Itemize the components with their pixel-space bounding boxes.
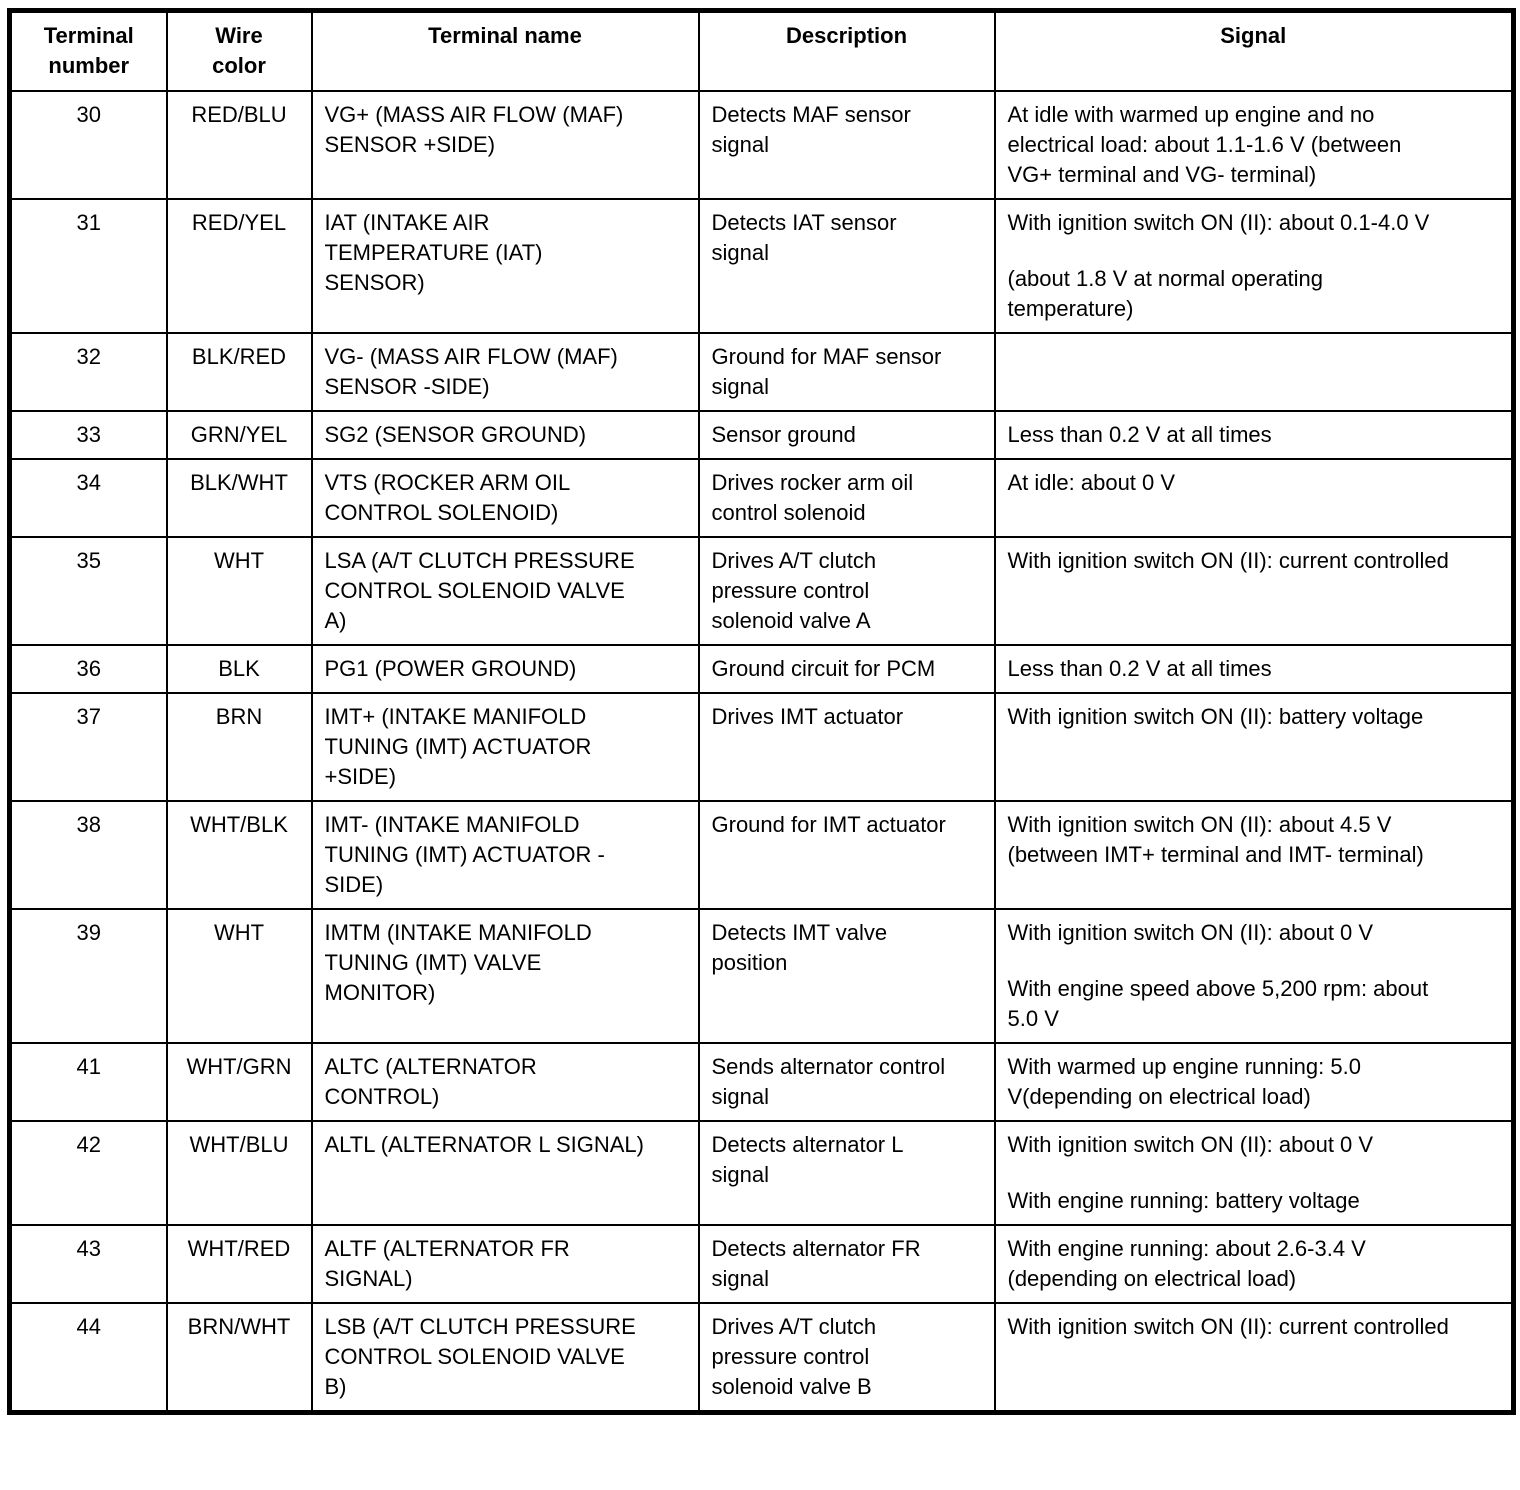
table-row-terminal-43 — [10, 1225, 1514, 1303]
cell-signal — [995, 693, 1514, 801]
cell-wire-color — [167, 1303, 312, 1413]
cell-terminal-name-text: ALTF (ALTERNATOR FR SIGNAL) — [324, 1235, 570, 1291]
cell-signal-text: With ignition switch ON (II): about 0.1-4.0 V — [1007, 209, 1430, 235]
cell-terminal-name — [312, 199, 699, 333]
cell-wire-color-text: WHT/GRN — [186, 1053, 292, 1079]
cell-description — [699, 693, 995, 801]
cell-terminal-number-text: 38 — [76, 811, 101, 837]
cell-description — [699, 909, 995, 1043]
cell-terminal-name — [312, 693, 699, 801]
cell-description — [699, 801, 995, 909]
cell-description-text: Drives IMT actuator — [711, 703, 904, 729]
table-row-terminal-41 — [10, 1043, 1514, 1121]
cell-wire-color-text: BRN — [215, 703, 263, 729]
cell-description — [699, 91, 995, 199]
cell-wire-color — [167, 333, 312, 411]
cell-wire-color — [167, 537, 312, 645]
cell-wire-color — [167, 693, 312, 801]
cell-signal — [995, 199, 1514, 333]
cell-terminal-name — [312, 91, 699, 199]
cell-terminal-name — [312, 801, 699, 909]
cell-wire-color — [167, 459, 312, 537]
cell-description-text: Drives rocker arm oil control solenoid — [711, 469, 914, 525]
cell-signal-text: Less than 0.2 V at all times — [1007, 655, 1272, 681]
header-line: Terminal — [43, 23, 134, 48]
cell-terminal-name-text: VTS (ROCKER ARM OIL CONTROL SOLENOID) — [324, 469, 570, 525]
cell-signal — [995, 645, 1514, 693]
cell-description — [699, 411, 995, 459]
cell-wire-color-text: WHT — [213, 547, 265, 573]
col-header-signal — [995, 11, 1514, 91]
cell-description-text: Sensor ground — [711, 421, 856, 447]
cell-signal — [995, 909, 1514, 1043]
cell-description-text: Detects alternator FR signal — [711, 1235, 921, 1291]
cell-wire-color-text: WHT/BLU — [189, 1131, 289, 1157]
cell-terminal-name-text: ALTC (ALTERNATOR CONTROL) — [324, 1053, 537, 1109]
col-header-terminal-number — [10, 11, 167, 91]
cell-terminal-name-text: LSB (A/T CLUTCH PRESSURE CONTROL SOLENOID VALVE B) — [324, 1313, 636, 1399]
cell-description — [699, 1043, 995, 1121]
table-row-terminal-42 — [10, 1121, 1514, 1225]
cell-terminal-number-text: 44 — [76, 1313, 101, 1339]
cell-terminal-name — [312, 1043, 699, 1121]
table-body — [10, 91, 1514, 1413]
cell-signal — [995, 459, 1514, 537]
header-line: Terminal name — [428, 23, 582, 48]
col-header-description — [699, 11, 995, 91]
cell-terminal-number-text: 41 — [76, 1053, 101, 1079]
cell-wire-color-text: RED/YEL — [191, 209, 287, 235]
cell-description — [699, 645, 995, 693]
cell-terminal-name — [312, 537, 699, 645]
cell-signal — [995, 91, 1514, 199]
cell-signal-text: With engine running: battery voltage — [1007, 1187, 1360, 1213]
cell-wire-color-text: BLK/WHT — [190, 469, 288, 495]
cell-signal — [995, 1225, 1514, 1303]
cell-terminal-number — [10, 909, 167, 1043]
cell-description — [699, 537, 995, 645]
cell-terminal-number — [10, 1043, 167, 1121]
table-row-terminal-33 — [10, 411, 1514, 459]
cell-signal — [995, 1121, 1514, 1225]
cell-terminal-number-text: 33 — [76, 421, 101, 447]
cell-terminal-name — [312, 1121, 699, 1225]
cell-signal-text: With ignition switch ON (II): battery voltage — [1007, 703, 1424, 729]
cell-terminal-number-text: 35 — [76, 547, 101, 573]
cell-wire-color-text: BLK — [218, 655, 260, 681]
cell-description-text: Ground for IMT actuator — [711, 811, 946, 837]
cell-terminal-number-text: 34 — [76, 469, 101, 495]
cell-wire-color-text: BRN/WHT — [187, 1313, 291, 1339]
cell-signal-text: At idle with warmed up engine and no electrical load: about 1.1-1.6 V (between VG+ terminal and VG- terminal) — [1007, 101, 1402, 187]
cell-terminal-number — [10, 91, 167, 199]
cell-terminal-number-text: 39 — [76, 919, 101, 945]
header-line: color — [212, 53, 266, 78]
cell-terminal-name-text: IMT- (INTAKE MANIFOLD TUNING (IMT) ACTUATOR -SIDE) — [324, 811, 605, 897]
header-line: Signal — [1220, 23, 1287, 48]
cell-signal-text: With ignition switch ON (II): about 4.5 V (between IMT+ terminal and IMT- terminal) — [1007, 811, 1424, 867]
cell-terminal-number — [10, 1121, 167, 1225]
cell-terminal-number — [10, 333, 167, 411]
cell-description — [699, 1225, 995, 1303]
cell-description-text: Detects MAF sensor signal — [711, 101, 911, 157]
table-row-terminal-30 — [10, 91, 1514, 199]
cell-terminal-number-text: 37 — [76, 703, 101, 729]
cell-wire-color-text: WHT — [213, 919, 265, 945]
cell-terminal-number-text: 43 — [76, 1235, 101, 1261]
cell-wire-color-text: GRN/YEL — [190, 421, 288, 447]
header-line: number — [48, 53, 130, 78]
table-header-row — [10, 11, 1514, 91]
cell-description-text: Detects IAT sensor signal — [711, 209, 897, 265]
cell-wire-color — [167, 91, 312, 199]
table-row-terminal-38 — [10, 801, 1514, 909]
cell-terminal-name-text: LSA (A/T CLUTCH PRESSURE CONTROL SOLENOID VALVE A) — [324, 547, 635, 633]
table-header — [10, 11, 1514, 91]
cell-signal-text: With ignition switch ON (II): about 0 V — [1007, 1131, 1374, 1157]
cell-terminal-name-text: VG+ (MASS AIR FLOW (MAF) SENSOR +SIDE) — [324, 101, 624, 157]
cell-terminal-number-text: 36 — [76, 655, 101, 681]
cell-signal — [995, 1303, 1514, 1413]
cell-wire-color-text: RED/BLU — [191, 101, 287, 127]
cell-terminal-number — [10, 693, 167, 801]
cell-terminal-number — [10, 411, 167, 459]
header-line: Wire — [215, 23, 263, 48]
pcm-terminal-table — [7, 8, 1516, 1415]
col-header-wire-color — [167, 11, 312, 91]
cell-wire-color — [167, 1225, 312, 1303]
cell-signal-text: With engine running: about 2.6-3.4 V (depending on electrical load) — [1007, 1235, 1366, 1291]
cell-terminal-name-text: ALTL (ALTERNATOR L SIGNAL) — [324, 1131, 644, 1157]
col-header-terminal-name — [312, 11, 699, 91]
table-row-terminal-36 — [10, 645, 1514, 693]
cell-signal-text: With warmed up engine running: 5.0 V(depending on electrical load) — [1007, 1053, 1361, 1109]
cell-signal — [995, 537, 1514, 645]
cell-terminal-number-text: 42 — [76, 1131, 101, 1157]
cell-signal-text: With engine speed above 5,200 rpm: about 5.0 V — [1007, 975, 1429, 1031]
cell-signal — [995, 411, 1514, 459]
table-row-terminal-34 — [10, 459, 1514, 537]
cell-description — [699, 1121, 995, 1225]
cell-description-text: Drives A/T clutch pressure control solenoid valve A — [711, 547, 877, 633]
cell-terminal-name — [312, 411, 699, 459]
cell-wire-color — [167, 645, 312, 693]
cell-terminal-number — [10, 801, 167, 909]
cell-description-text: Detects alternator L signal — [711, 1131, 903, 1187]
cell-terminal-name-text: IMTM (INTAKE MANIFOLD TUNING (IMT) VALVE MONITOR) — [324, 919, 592, 1005]
cell-terminal-name — [312, 645, 699, 693]
cell-terminal-number — [10, 645, 167, 693]
cell-wire-color — [167, 1121, 312, 1225]
cell-terminal-number — [10, 537, 167, 645]
cell-terminal-number-text: 32 — [76, 343, 101, 369]
cell-description — [699, 459, 995, 537]
cell-terminal-number-text: 31 — [76, 209, 101, 235]
cell-terminal-name — [312, 1303, 699, 1413]
cell-wire-color — [167, 909, 312, 1043]
cell-terminal-number — [10, 459, 167, 537]
cell-wire-color — [167, 801, 312, 909]
cell-terminal-name — [312, 459, 699, 537]
cell-terminal-number — [10, 199, 167, 333]
cell-description-text: Detects IMT valve position — [711, 919, 888, 975]
table-row-terminal-39 — [10, 909, 1514, 1043]
cell-wire-color-text: WHT/RED — [187, 1235, 291, 1261]
cell-wire-color-text: WHT/BLK — [190, 811, 288, 837]
table-row-terminal-31 — [10, 199, 1514, 333]
cell-signal-text: At idle: about 0 V — [1007, 469, 1176, 495]
cell-wire-color — [167, 1043, 312, 1121]
cell-signal — [995, 801, 1514, 909]
header-line: Description — [785, 23, 908, 48]
cell-description-text: Ground circuit for PCM — [711, 655, 936, 681]
table-row-terminal-35 — [10, 537, 1514, 645]
cell-terminal-number — [10, 1225, 167, 1303]
cell-description-text: Ground for MAF sensor signal — [711, 343, 942, 399]
cell-description — [699, 199, 995, 333]
cell-terminal-name-text: VG- (MASS AIR FLOW (MAF) SENSOR -SIDE) — [324, 343, 618, 399]
cell-terminal-number — [10, 1303, 167, 1413]
cell-description-text: Drives A/T clutch pressure control solenoid valve B — [711, 1313, 877, 1399]
cell-terminal-name — [312, 1225, 699, 1303]
cell-terminal-name — [312, 333, 699, 411]
cell-terminal-name-text: IAT (INTAKE AIR TEMPERATURE (IAT) SENSOR) — [324, 209, 543, 295]
table-row-terminal-44 — [10, 1303, 1514, 1413]
cell-description — [699, 1303, 995, 1413]
cell-signal-text: With ignition switch ON (II): current controlled — [1007, 547, 1449, 573]
manual-page — [7, 8, 1513, 1415]
cell-terminal-name — [312, 909, 699, 1043]
cell-signal — [995, 333, 1514, 411]
table-row-terminal-32 — [10, 333, 1514, 411]
cell-signal-text: With ignition switch ON (II): about 0 V — [1007, 919, 1374, 945]
cell-description — [699, 333, 995, 411]
cell-signal-text: (about 1.8 V at normal operating temperature) — [1007, 265, 1324, 321]
cell-signal-text: With ignition switch ON (II): current controlled — [1007, 1313, 1449, 1339]
cell-terminal-name-text: IMT+ (INTAKE MANIFOLD TUNING (IMT) ACTUATOR +SIDE) — [324, 703, 592, 789]
table-row-terminal-37 — [10, 693, 1514, 801]
cell-signal-text: Less than 0.2 V at all times — [1007, 421, 1272, 447]
cell-wire-color — [167, 199, 312, 333]
cell-signal — [995, 1043, 1514, 1121]
cell-terminal-name-text: PG1 (POWER GROUND) — [324, 655, 577, 681]
cell-terminal-name-text: SG2 (SENSOR GROUND) — [324, 421, 587, 447]
cell-wire-color-text: BLK/RED — [191, 343, 287, 369]
cell-wire-color — [167, 411, 312, 459]
cell-terminal-number-text: 30 — [76, 101, 101, 127]
cell-description-text: Sends alternator control signal — [711, 1053, 946, 1109]
